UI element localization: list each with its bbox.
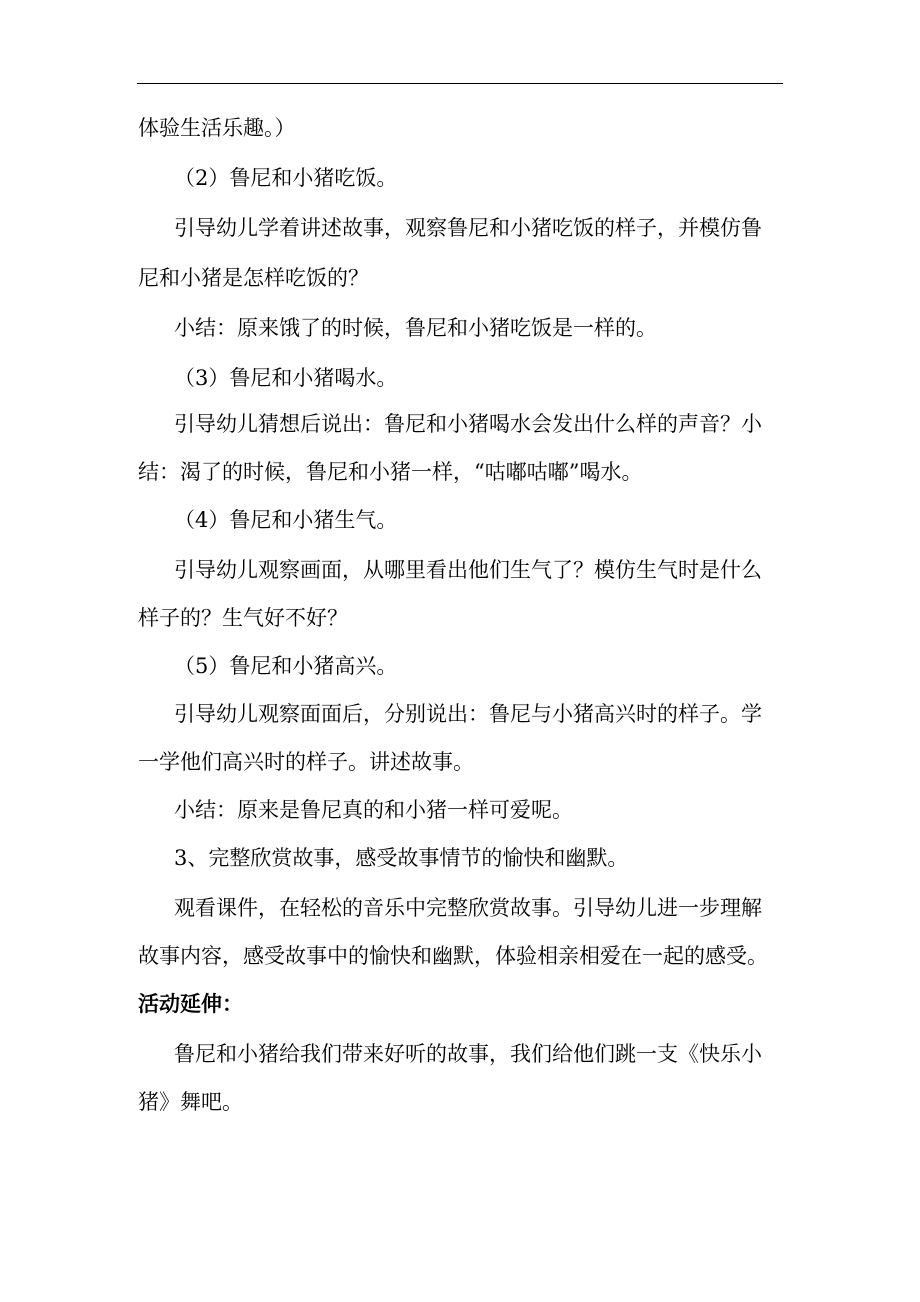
paragraph-line: 尼和小猪是怎样吃饭的？ bbox=[138, 266, 369, 290]
paragraph-line: 猪》舞吧。 bbox=[138, 1090, 243, 1114]
paragraph-line: （5）鲁尼和小猪高兴。 bbox=[174, 654, 398, 678]
paragraph-line: 鲁尼和小猪给我们带来好听的故事，我们给他们跳一支《快乐小 bbox=[174, 1042, 762, 1066]
paragraph-line: 小结：原来饿了的时候，鲁尼和小猪吃饭是一样的。 bbox=[174, 316, 657, 340]
paragraph-line: 观看课件，在轻松的音乐中完整欣赏故事。引导幼儿进一步理解 bbox=[174, 896, 762, 920]
paragraph-line: 引导幼儿学着讲述故事，观察鲁尼和小猪吃饭的样子，并模仿鲁 bbox=[174, 216, 762, 240]
paragraph-line: 体验生活乐趣。） bbox=[138, 116, 296, 140]
paragraph-line: 故事内容，感受故事中的愉快和幽默，体验相亲相爱在一起的感受。 bbox=[138, 944, 768, 968]
section-heading: 活动延伸： bbox=[138, 992, 243, 1016]
paragraph-line: 引导幼儿观察面面后，分别说出：鲁尼与小猪高兴时的样子。学 bbox=[174, 702, 762, 726]
paragraph-line: 引导幼儿观察画面，从哪里看出他们生气了？模仿生气时是什么 bbox=[174, 558, 762, 582]
paragraph-line: 一学他们高兴时的样子。讲述故事。 bbox=[138, 750, 474, 774]
paragraph-line: （4）鲁尼和小猪生气。 bbox=[174, 508, 398, 532]
paragraph-line: 引导幼儿猜想后说出：鲁尼和小猪喝水会发出什么样的声音？小 bbox=[174, 412, 762, 436]
paragraph-line: 结：渴了的时候，鲁尼和小猪一样，“咕嘟咕嘟”喝水。 bbox=[138, 460, 643, 484]
header-rule bbox=[137, 83, 783, 84]
paragraph-line: （2）鲁尼和小猪吃饭。 bbox=[174, 166, 398, 190]
paragraph-line: 小结：原来是鲁尼真的和小猪一样可爱呢。 bbox=[174, 798, 573, 822]
paragraph-line: 样子的？生气好不好？ bbox=[138, 606, 348, 630]
paragraph-line: （3）鲁尼和小猪喝水。 bbox=[174, 366, 398, 390]
paragraph-line: 3、完整欣赏故事，感受故事情节的愉快和幽默。 bbox=[174, 846, 629, 870]
